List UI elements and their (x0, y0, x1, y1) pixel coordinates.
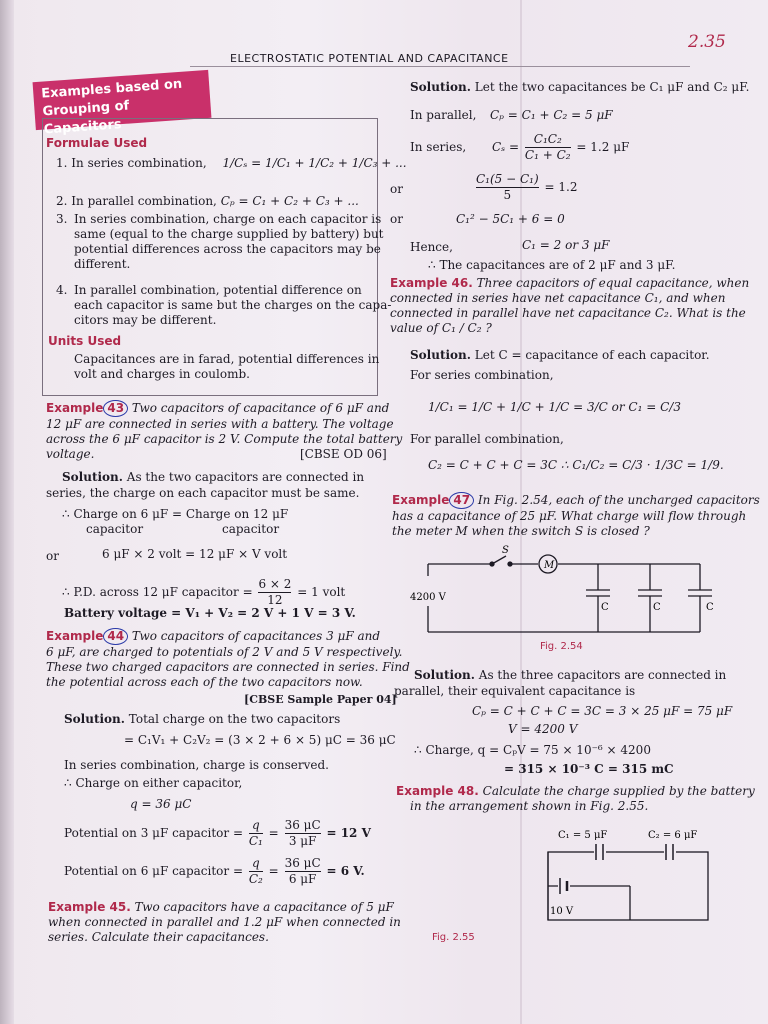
capacitor-1-label: C₁ = 5 μF (558, 830, 608, 841)
formula-4-line: each capacitor is same but the charges on the capa- (74, 298, 392, 312)
example-47-line: has a capacitance of 25 μF. What charge will flow through (392, 509, 747, 523)
example-47-solution-l3: Cₚ = C + C + C = 3C = 3 × 25 μF = 75 μF (472, 704, 733, 718)
solution-label: Solution. (64, 712, 125, 726)
potential-result: = 12 V (326, 826, 371, 840)
fraction-numerator: 36 μC (284, 856, 321, 870)
source-voltage-label: 4200 V (410, 592, 446, 603)
example-47-line: In Fig. 2.54, each of the uncharged capacitors (477, 493, 760, 507)
example-45-line: series. Calculate their capacitances. (48, 930, 269, 944)
formula-2-text: In parallel combination, (71, 194, 217, 208)
equals-sign: = (268, 864, 279, 878)
example-43-solution-l1 (62, 470, 364, 485)
solution-label: Solution. (410, 348, 471, 362)
units-line: Capacitances are in farad, potential differences in (74, 352, 380, 366)
example-47-label: Example (392, 493, 450, 507)
example-48-line: Calculate the charge supplied by the battery (482, 784, 755, 798)
banner-line-2: Grouping of Capacitors (42, 98, 130, 138)
formula-2 (56, 194, 359, 209)
solution-label: Solution. (62, 470, 123, 484)
pd-fraction (258, 577, 291, 608)
figure-2-55-caption: Fig. 2.55 (432, 932, 475, 943)
page-gutter-shadow (0, 0, 14, 1024)
solution-45-or-2: or (390, 212, 403, 226)
example-48-label: Example 48. (396, 784, 479, 798)
example-44-potential-1 (64, 818, 371, 849)
formula-3-line: potential differences across the capacitors may be (74, 242, 381, 256)
solution-45-l5: C₁² − 5C₁ + 6 = 0 (456, 212, 565, 226)
meter-label: M (544, 560, 555, 571)
example-46-solution-l1 (410, 348, 710, 363)
formula-4-num: 4. (56, 283, 68, 297)
example-43-line: across the 6 μF capacitor is 2 V. Compute the total battery (46, 432, 403, 446)
potential-text: Potential on 6 μF capacitor = (64, 864, 244, 878)
units-text (74, 352, 379, 382)
formula-1 (56, 156, 407, 171)
formula-2-expr: Cₚ = C₁ + C₂ + C₃ + ... (220, 194, 359, 208)
formulae-heading: Formulae Used (46, 136, 148, 150)
fraction-numerator: 36 μC (284, 818, 321, 832)
example-47-question (392, 492, 760, 539)
solution-45-result: ∴ The capacitances are of 2 μF and 3 μF. (428, 258, 676, 272)
example-44-line: 6 μF, are charged to potentials of 2 V and 5 V respectively. (46, 645, 403, 659)
example-47-solution-l4: V = 4200 V (508, 722, 578, 736)
example-44-line: Two capacitors of capacitances 3 μF and (131, 629, 381, 643)
solution-text: Let the two capacitances be C₁ μF and C₂ μF. (474, 80, 750, 94)
solution-45-l2a: In parallel, (410, 108, 477, 122)
potential-result: = 6 V. (326, 864, 365, 878)
formula-3-line: same (equal to the charge supplied by battery) but (74, 227, 384, 241)
example-43-solution-l2: series, the charge on each capacitor must be same. (46, 486, 360, 500)
example-44-line: the potential across each of the two capacitors now. (46, 675, 363, 689)
solution-45-l2b: Cₚ = C₁ + C₂ = 5 μF (490, 108, 613, 122)
formula-3-num: 3. (56, 212, 68, 226)
solution-45-l3 (492, 132, 629, 163)
battery-voltage-label: 10 V (550, 906, 574, 917)
example-45-label: Example 45. (48, 900, 131, 914)
example-43-result: Battery voltage = V₁ + V₂ = 2 V + 1 V = 3 V. (64, 606, 356, 620)
fraction-numerator: q (249, 818, 263, 834)
example-44-solution-l2: = C₁V₁ + C₂V₂ = (3 × 2 + 6 × 5) μC = 36 μC (124, 733, 396, 747)
units-heading: Units Used (48, 334, 122, 348)
fraction (285, 856, 321, 887)
formula-3-line: In series combination, charge on each capacitor is (74, 212, 382, 226)
formula-4-line: citors may be different. (74, 313, 217, 327)
fraction-numerator: C₁C₂ (525, 132, 571, 148)
example-47-solution-l2: parallel, their equivalent capacitance is (394, 684, 636, 698)
example-46-solution-l2: For series combination, (410, 368, 554, 382)
example-44-solution-l5: q = 36 μC (130, 797, 192, 811)
formula-3-text (74, 212, 384, 272)
fraction-denominator: C₁ + C₂ (524, 148, 571, 162)
capacitor-2-label: C₂ = 6 μF (648, 830, 698, 841)
example-46-line: Three capacitors of equal capacitance, when (476, 276, 750, 290)
formula-1-expr: 1/Cₛ = 1/C₁ + 1/C₂ + 1/C₃ + ... (222, 156, 407, 170)
fraction (249, 856, 263, 887)
capacitor-label: C (706, 602, 714, 613)
example-45-line: when connected in parallel and 1.2 μF when connected in (48, 915, 401, 929)
example-48-question (396, 784, 755, 814)
running-title: ELECTROSTATIC POTENTIAL AND CAPACITANCE (230, 52, 509, 65)
example-45-line: Two capacitors have a capacitance of 5 μF (134, 900, 394, 914)
example-44-label: Example (46, 629, 104, 643)
fraction (285, 818, 321, 849)
example-44-question (46, 628, 410, 690)
example-43-question (46, 400, 402, 462)
formula-3-line: different. (74, 257, 131, 271)
example-43-solution-l4b: capacitor (222, 522, 280, 536)
example-43-line: voltage. (46, 447, 95, 461)
solution-45-or-1: or (390, 182, 403, 196)
formula-4-text (74, 283, 391, 328)
solution-text: Let C = capacitance of each capacitor. (474, 348, 710, 362)
fraction (476, 172, 539, 203)
formula-4-line: In parallel combination, potential difference on (74, 283, 362, 297)
example-44-reference: [CBSE Sample Paper 04] (244, 693, 397, 706)
series-cap-value: = 1.2 μF (576, 140, 630, 154)
pd-text: ∴ P.D. across 12 μF capacitor = (62, 585, 253, 599)
example-44-solution-l3: In series combination, charge is conserved. (64, 758, 329, 772)
solution-label: Solution. (414, 668, 475, 682)
solution-45-l6b: C₁ = 2 or 3 μF (522, 238, 610, 252)
example-46-line: connected in parallel have net capacitance C₂. What is the (390, 306, 746, 320)
example-45-question (48, 900, 401, 945)
fraction-denominator: C₂ (248, 872, 263, 886)
example-47-solution-l5: ∴ Charge, q = CₚV = 75 × 10⁻⁶ × 4200 (414, 743, 651, 757)
switch-contact (490, 562, 494, 566)
example-46-question (390, 276, 749, 336)
solution-45-l4 (474, 172, 577, 203)
example-43-solution-l6 (62, 577, 345, 608)
example-44-solution-l1 (64, 712, 340, 727)
example-47-solution-l1 (414, 668, 726, 683)
fraction (525, 132, 571, 163)
pd-result: = 1 volt (297, 585, 346, 599)
circuit-fig-2-55 (540, 826, 720, 936)
example-44-solution-l4: ∴ Charge on either capacitor, (64, 776, 243, 790)
example-46-solution-l5: C₂ = C + C + C = 3C ∴ C₁/C₂ = C/3 · 1/3C = 1/9. (428, 458, 724, 472)
fraction-denominator: C₁ (248, 834, 263, 848)
example-43-or: or (46, 549, 59, 563)
example-43-number: 43 (103, 400, 128, 417)
fraction (249, 818, 263, 849)
formula-1-num: 1. (56, 156, 68, 170)
example-43-solution-l5: 6 μF × 2 volt = 12 μF × V volt (102, 547, 288, 561)
solution-45-l1 (410, 80, 749, 95)
equation-value: = 1.2 (544, 180, 578, 194)
fraction-denominator: 5 (503, 188, 512, 202)
solution-label: Solution. (410, 80, 471, 94)
example-47-number: 47 (449, 492, 474, 509)
example-46-line: value of C₁ / C₂ ? (390, 321, 492, 335)
header-rule (190, 66, 690, 67)
potential-text: Potential on 3 μF capacitor = (64, 826, 244, 840)
figure-2-54-caption: Fig. 2.54 (540, 641, 583, 652)
example-47-line: the meter M when the switch S is closed ? (392, 524, 650, 538)
units-line: volt and charges in coulomb. (74, 367, 250, 381)
fraction-numerator: C₁(5 − C₁) (476, 172, 539, 186)
switch-label: S (502, 545, 509, 556)
example-46-solution-l4: For parallel combination, (410, 432, 564, 446)
example-43-line: Two capacitors of capacitance of 6 μF and (131, 401, 390, 415)
solution-text: As the three capacitors are connected in (478, 668, 727, 682)
banner-line-1: Examples based on (40, 76, 183, 102)
solution-45-l3a: In series, (410, 140, 467, 154)
capacitor-label: C (601, 602, 609, 613)
fraction-numerator: 6 × 2 (258, 577, 292, 591)
solution-text: As the two capacitors are connected in (126, 470, 365, 484)
solution-45-l6a: Hence, (410, 240, 453, 254)
example-43-line: 12 μF are connected in series with a battery. The voltage (46, 417, 394, 431)
capacitor-label: C (653, 602, 661, 613)
example-44-number: 44 (103, 628, 128, 645)
example-46-solution-l3: 1/C₁ = 1/C + 1/C + 1/C = 3/C or C₁ = C/3 (428, 400, 681, 414)
solution-text: Total charge on the two capacitors (128, 712, 341, 726)
example-46-label: Example 46. (390, 276, 473, 290)
example-43-label: Example (46, 401, 104, 415)
formula-2-num: 2. (56, 194, 68, 208)
example-44-line: These two charged capacitors are connected in series. Find (46, 660, 410, 674)
fraction-denominator: 3 μF (288, 834, 317, 848)
example-43-reference: [CBSE OD 06] (300, 447, 387, 461)
example-43-solution-l4a: capacitor (86, 522, 144, 536)
formula-1-text: In series combination, (71, 156, 207, 170)
fraction-numerator: q (249, 856, 263, 872)
example-48-line: in the arrangement shown in Fig. 2.55. (410, 799, 649, 813)
example-43-solution-l3: ∴ Charge on 6 μF = Charge on 12 μF (62, 507, 289, 521)
series-cap-symbol: Cₛ = (492, 140, 520, 154)
example-44-potential-2 (64, 856, 365, 887)
page-number: 2.35 (688, 32, 726, 52)
example-46-line: connected in series have net capacitance C₁, and when (390, 291, 726, 305)
example-47-result: = 315 × 10⁻³ C = 315 mC (504, 762, 674, 776)
fraction-denominator: 6 μF (288, 872, 317, 886)
fraction-denominator: 12 (267, 593, 283, 607)
circuit-fig-2-54 (400, 540, 730, 640)
equals-sign: = (268, 826, 279, 840)
